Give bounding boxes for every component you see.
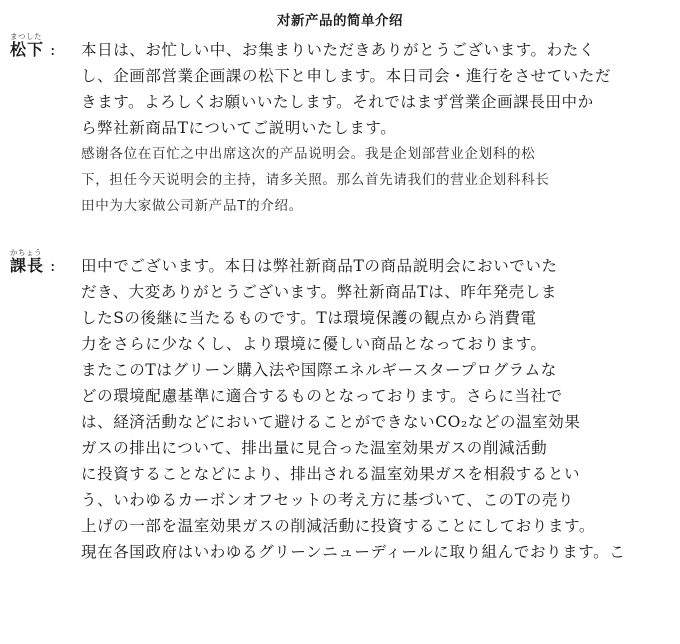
japanese-line: 上げの一部を温室効果ガスの削減活動に投資することにしております。	[81, 517, 595, 535]
colon: :	[50, 40, 56, 59]
japanese-line: に投資することなどにより、排出される温室効果ガスを相殺するとい	[81, 465, 581, 483]
japanese-line: 現在各国政府はいわゆるグリーンニューディールに取り組んでおります。こ	[81, 543, 626, 561]
chinese-line: 感谢各位在百忙之中出席这次的产品说明会。我是企划部营业企划科的松	[81, 146, 536, 162]
japanese-line: きます。よろしくお願いいたします。それではまず営業企画課長田中か	[81, 93, 594, 111]
japanese-line: は、経済活動などにおいて避けることができないCO₂などの温室効果	[81, 413, 581, 431]
chinese-line: 下，担任今天说明会的主持，请多关照。那么首先请我们的营业企划科科长	[81, 172, 550, 188]
speaker-name: 課長	[10, 256, 45, 275]
japanese-line: 本日は、お忙しい中、お集まりいただきありがとうございます。わたく	[81, 41, 595, 59]
japanese-line: ガスの排出について、排出量に見合った温室効果ガスの削減活動	[81, 439, 548, 457]
japanese-line: だき、大変ありがとうございます。弊社新商品Tは、昨年発売しま	[81, 283, 557, 301]
japanese-line: したSの後継に当たるものです。Tは環境保護の観点から消費電	[81, 309, 537, 327]
japanese-line: ら弊社新商品Tについてご説明いたします。	[81, 119, 397, 137]
japanese-line: 田中でございます。本日は弊社新商品Tの商品説明会においでいた	[81, 257, 558, 275]
dialogue-block	[81, 253, 665, 565]
speaker-label	[10, 257, 82, 275]
speaker-reading: まつした	[10, 32, 42, 41]
speaker-reading: かちょう	[10, 248, 42, 257]
japanese-line: 力をさらに少なくし、より環境に優しい商品となっております。	[81, 335, 547, 353]
japanese-line: し、企画部営業企画課の松下と申します。本日司会・進行をさせていただ	[81, 67, 612, 85]
speaker-name: 松下	[10, 40, 45, 59]
japanese-line: どの環境配慮基準に適合するものとなっております。さらに当社で	[81, 387, 563, 405]
japanese-line: う、いわゆるカーボンオフセットの考え方に基づいて、このTの売り	[81, 491, 575, 509]
japanese-line: またこのTはグリーン購入法や国際エネルギースタープログラムな	[81, 361, 557, 379]
colon: :	[50, 256, 56, 275]
dialogue-block	[81, 37, 665, 219]
chinese-line: 田中为大家做公司新产品T的介绍。	[81, 198, 303, 214]
speaker-label	[10, 41, 82, 59]
page-title: 对新产品的简单介绍	[277, 13, 403, 29]
